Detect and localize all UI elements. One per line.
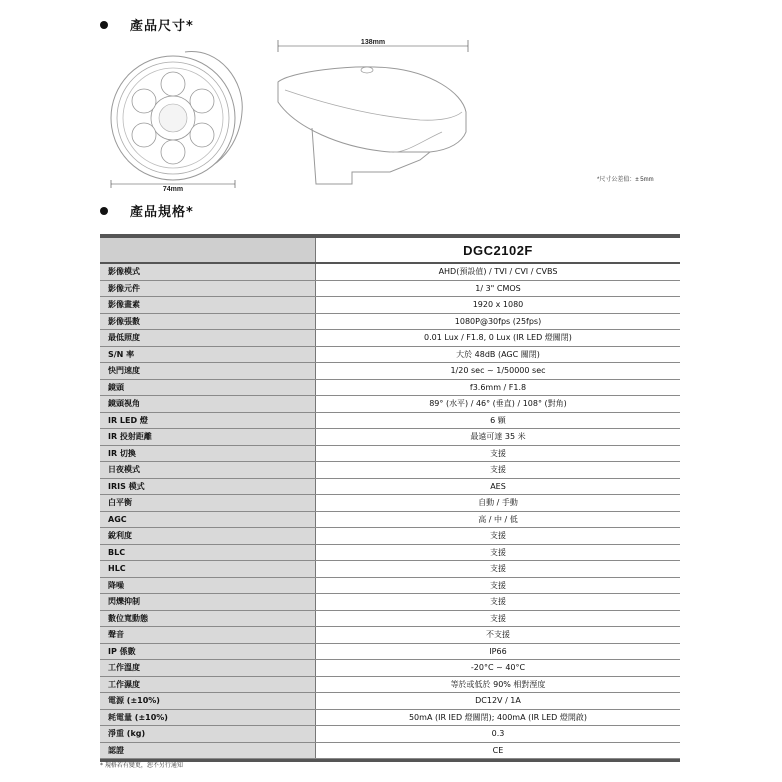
spec-label: 最低照度 [100,330,316,346]
spec-value: 0.01 Lux / F1.8, 0 Lux (IR LED 燈關閉) [424,333,572,343]
table-row [100,314,680,331]
bullet-icon [100,21,108,29]
front-view-drawing [111,52,242,193]
table-row [100,330,680,347]
table-bottom-rule [100,759,680,762]
spec-label: 鏡頭視角 [100,396,316,412]
model-name: DGC2102F [463,242,533,258]
spec-value: 1920 x 1080 [472,300,524,310]
spec-value: 最遠可達 35 米 [470,432,526,442]
spec-label: 閃爍抑制 [100,594,316,610]
spec-label: 工作溫度 [100,660,316,676]
model-header-row [100,238,680,264]
table-row [100,380,680,397]
table-row [100,693,680,710]
spec-value: 支援 [490,448,506,458]
spec-value: 1080P@30fps (25fps) [454,316,542,326]
table-row [100,429,680,446]
spec-value: 支援 [490,597,506,607]
side-view-drawing [278,39,468,184]
table-row [100,644,680,661]
header-blank-cell [100,238,316,262]
spec-value: 等於或低於 90% 相對溼度 [450,679,546,689]
spec-value: CE [492,745,504,755]
table-row [100,710,680,727]
table-row [100,627,680,644]
spec-value: AHD(預設值) / TVI / CVI / CVBS [438,267,558,277]
spec-value: IP66 [489,646,507,656]
spec-value: 0.3 [491,729,505,739]
spec-label: 電源 (±10%) [100,693,316,709]
spec-label: 聲音 [100,627,316,643]
table-row [100,677,680,694]
table-row [100,726,680,743]
spec-label: 日夜模式 [100,462,316,478]
spec-value: 支援 [490,465,506,475]
spec-value: 支援 [490,613,506,623]
spec-label: 影像畫素 [100,297,316,313]
front-width-label: 74mm [162,186,184,193]
spec-label: 淨重 (kg) [100,726,316,742]
spec-label: 鏡頭 [100,380,316,396]
table-row [100,578,680,595]
spec-value: 支援 [490,531,506,541]
spec-label: IR 切換 [100,446,316,462]
table-row [100,660,680,677]
specs-header [100,201,194,220]
table-row [100,528,680,545]
spec-rows [100,264,680,759]
spec-label: IRIS 模式 [100,479,316,495]
spec-value: 支援 [490,547,506,557]
spec-value: 大於 48dB (AGC 關閉) [456,349,540,359]
spec-label: IR 投射距離 [100,429,316,445]
spec-label: 影像模式 [100,264,316,280]
table-row [100,446,680,463]
side-length-label: 138mm [360,39,386,46]
spec-label: IP 係數 [100,644,316,660]
spec-label: S/N 率 [100,347,316,363]
spec-value: 自動 / 手動 [478,498,518,508]
spec-value: 1/20 sec ~ 1/50000 sec [450,366,546,376]
spec-table [100,234,680,762]
table-row [100,495,680,512]
spec-value: 89° (水平) / 46° (垂直) / 108° (對角) [429,399,567,409]
table-row [100,396,680,413]
spec-label: BLC [100,545,316,561]
spec-label: 數位寬動態 [100,611,316,627]
table-row [100,561,680,578]
table-row [100,462,680,479]
table-row [100,545,680,562]
spec-label: 耗電量 (±10%) [100,710,316,726]
spec-value: AES [490,481,506,491]
spec-label: IR LED 燈 [100,413,316,429]
spec-label: 白平衡 [100,495,316,511]
spec-value: 支援 [490,564,506,574]
spec-value: f3.6mm / F1.8 [469,382,527,392]
spec-label: 影像元件 [100,281,316,297]
spec-value: -20°C ~ 40°C [470,663,526,673]
spec-label: HLC [100,561,316,577]
bullet-icon [100,207,108,215]
spec-value: DC12V / 1A [475,696,521,706]
spec-label: 認證 [100,743,316,759]
spec-value: 6 顆 [490,415,506,425]
table-row [100,594,680,611]
table-row [100,413,680,430]
specs-title: 產品規格* [130,205,194,220]
spec-value: 1/ 3" CMOS [475,283,521,293]
spec-label: 銳利度 [100,528,316,544]
table-row [100,512,680,529]
spec-label: 影像張數 [100,314,316,330]
dimensions-title: 產品尺寸* [130,19,194,34]
spec-label: AGC [100,512,316,528]
tolerance-note: *尺寸公差值：± 5mm [597,177,654,183]
table-row [100,347,680,364]
spec-value: 高 / 中 / 低 [478,514,518,524]
table-row [100,264,680,281]
table-row [100,281,680,298]
footnote: * 規格若有變更，恕不另行通知 [100,762,183,769]
spec-label: 降噪 [100,578,316,594]
table-row [100,611,680,628]
spec-label: 快門速度 [100,363,316,379]
table-row [100,297,680,314]
spec-value: 不支援 [486,630,510,640]
table-row [100,363,680,380]
spec-value: 50mA (IR IED 燈關閉); 400mA (IR LED 燈開啟) [408,712,588,722]
table-row [100,743,680,760]
table-row [100,479,680,496]
spec-label: 工作濕度 [100,677,316,693]
spec-value: 支援 [490,580,506,590]
